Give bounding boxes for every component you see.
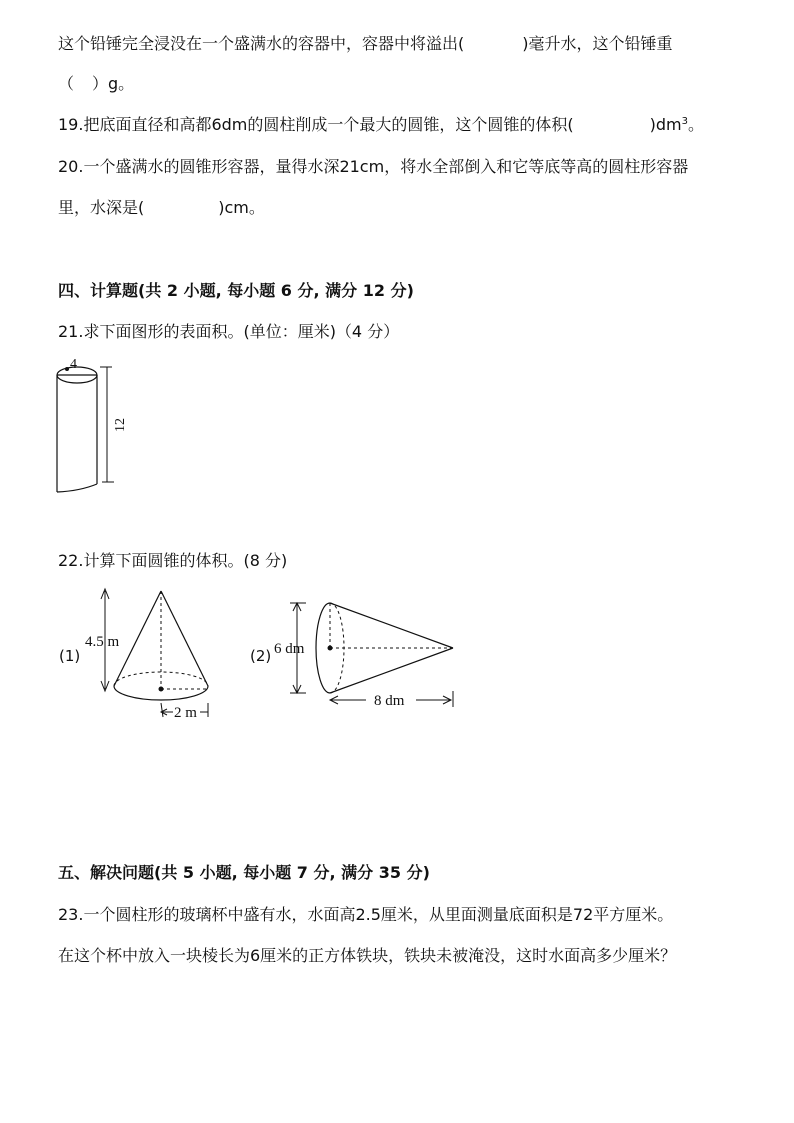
q22-fig2-height-label: 8 dm [374, 693, 405, 709]
q23-line1: 23.一个圆柱形的玻璃杯中盛有水，水面高2.5厘米，从里面测量底面积是72平方厘米。 [58, 905, 674, 924]
q18-text-c: （ [58, 74, 75, 93]
q19-text-a: 19.把底面直径和高都6dm的圆柱削成一个最大的圆锥，这个圆锥的体积( [58, 115, 574, 134]
q18-text-d: ）g。 [92, 74, 135, 93]
q18-line2 [58, 74, 134, 94]
q18-line1 [58, 34, 673, 54]
q19-unit-exponent: 3 [681, 116, 688, 127]
q22-fig2-index: (2) [250, 647, 272, 665]
q20-text-b: )cm。 [218, 198, 265, 217]
q20-line1: 20.一个盛满水的圆锥形容器，量得水深21cm，将水全部倒入和它等底等高的圆柱形容器 [58, 157, 689, 176]
q21-radius-label: 4 [70, 357, 77, 372]
q21-text: 21.求下面图形的表面积。(单位：厘米)（4 分） [58, 322, 400, 341]
q19-text-c: 。 [687, 115, 704, 134]
q18-text-b: )毫升水，这个铅锤重 [522, 34, 673, 53]
q18-text-a: 这个铅锤完全浸没在一个盛满水的容器中，容器中将溢出( [58, 34, 465, 53]
q21-figure [50, 355, 150, 500]
q22-figure-2 [248, 595, 463, 715]
q22-fig1-index: (1) [59, 647, 81, 665]
section4-title: 四、计算题(共 2 小题, 每小题 6 分, 满分 12 分) [58, 281, 414, 300]
q22-figure-1 [55, 585, 230, 725]
q22-text: 22.计算下面圆锥的体积。(8 分) [58, 551, 288, 570]
q21-height-label: 12 [113, 418, 128, 432]
q23-line2: 在这个杯中放入一块棱长为6厘米的正方体铁块，铁块未被淹没，这时水面高多少厘米？ [58, 946, 677, 965]
section5-title: 五、解决问题(共 5 小题, 每小题 7 分, 满分 35 分) [58, 863, 430, 882]
q19-text-b: )dm [649, 115, 682, 134]
q19-line [58, 115, 704, 135]
q20-text-a: 里，水深是( [58, 198, 145, 217]
cone-diagram-1 [55, 585, 230, 725]
q22-fig1-radius-label: 2 m [174, 705, 197, 721]
cone-diagram-2 [248, 595, 463, 715]
q22-fig2-diameter-label: 6 dm [274, 641, 305, 657]
half-cylinder-diagram [50, 355, 150, 500]
q20-line2 [58, 198, 265, 218]
q22-fig1-height-label: 4.5 m [85, 634, 120, 650]
